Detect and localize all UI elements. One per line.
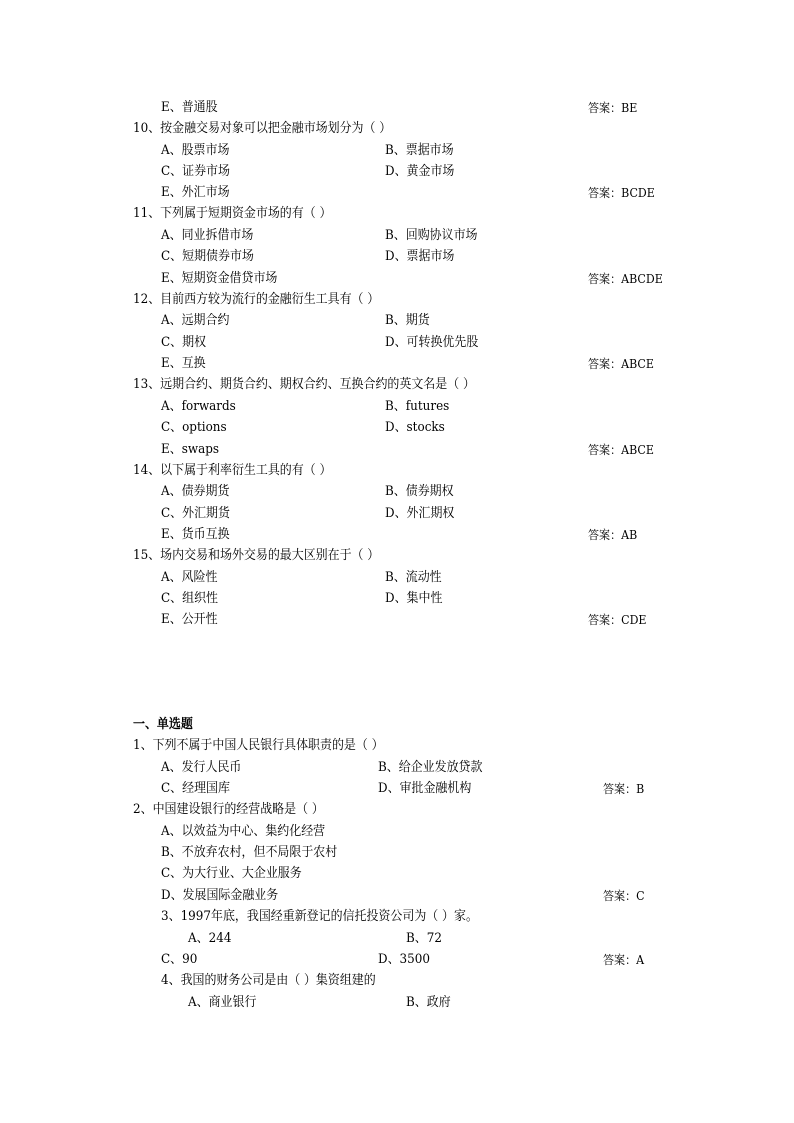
- q13-option-c: C、options: [161, 420, 227, 435]
- q12-option-c: C、期权: [161, 335, 207, 350]
- q11-option-c: C、短期债券市场: [161, 249, 254, 264]
- q12-stem: 12、目前西方较为流行的金融衍生工具有（ ）: [133, 292, 380, 307]
- s1-option-a: A、发行人民币: [161, 760, 242, 775]
- q9-option-e: E、普通股: [161, 100, 218, 115]
- s1-option-c: C、经理国库: [161, 781, 230, 796]
- q10-option-a: A、股票市场: [161, 143, 230, 158]
- q14-option-a: A、债券期货: [161, 484, 230, 499]
- q10-option-d: D、黄金市场: [385, 164, 455, 179]
- q10-stem: 10、按金融交易对象可以把金融市场划分为（ ）: [133, 121, 392, 136]
- q11-option-a: A、同业拆借市场: [161, 228, 254, 243]
- q12-option-b: B、期货: [385, 313, 430, 328]
- q11-stem: 11、下列属于短期资金市场的有（ ）: [133, 206, 332, 221]
- s1-option-b: B、给企业发放贷款: [378, 760, 483, 775]
- q14-option-e: E、货币互换: [161, 527, 230, 542]
- q10-option-c: C、证券市场: [161, 164, 230, 179]
- s1-option-d: D、审批金融机构: [378, 781, 472, 796]
- s1-answer: 答案：B: [603, 782, 645, 796]
- s2-stem: 2、中国建设银行的经营战略是（ ）: [133, 802, 324, 817]
- s3-option-c: C、90: [161, 952, 198, 967]
- q12-answer: 答案：ABCE: [588, 357, 654, 371]
- s2-option-d: D、发展国际金融业务: [161, 888, 279, 903]
- q13-answer: 答案：ABCE: [588, 443, 654, 457]
- q9-answer: 答案：BE: [588, 101, 638, 115]
- q13-option-b: B、futures: [385, 399, 450, 414]
- s2-answer: 答案：C: [603, 889, 645, 903]
- q14-option-d: D、外汇期权: [385, 506, 455, 521]
- s2-option-b: B、不放弃农村，但不局限于农村: [161, 845, 338, 860]
- q11-option-e: E、短期资金借贷市场: [161, 271, 278, 286]
- q15-option-c: C、组织性: [161, 591, 218, 606]
- s3-option-a: A、244: [188, 931, 232, 946]
- q15-option-d: D、集中性: [385, 591, 443, 606]
- q12-option-d: D、可转换优先股: [385, 335, 479, 350]
- q13-option-e: E、swaps: [161, 442, 220, 457]
- q15-option-b: B、流动性: [385, 570, 442, 585]
- q13-option-a: A、forwards: [161, 399, 236, 414]
- q14-option-c: C、外汇期货: [161, 506, 230, 521]
- s1-stem: 1、下列不属于中国人民银行具体职责的是（ ）: [133, 738, 384, 753]
- s3-option-d: D、3500: [378, 952, 430, 967]
- q12-option-e: E、互换: [161, 356, 206, 371]
- s4-option-b: B、政府: [406, 995, 451, 1010]
- q11-option-d: D、票据市场: [385, 249, 455, 264]
- q13-stem: 13、远期合约、期货合约、期权合约、互换合约的英文名是（ ）: [133, 377, 475, 392]
- q11-option-b: B、回购协议市场: [385, 228, 478, 243]
- q10-answer: 答案：BCDE: [588, 186, 655, 200]
- q10-option-b: B、票据市场: [385, 143, 454, 158]
- s4-stem: 4、我国的财务公司是由（ ）集资组建的: [161, 973, 376, 988]
- s2-option-c: C、为大行业、大企业服务: [161, 866, 302, 881]
- section-heading: 一、单选题: [133, 717, 193, 732]
- s3-option-b: B、72: [406, 931, 442, 946]
- q15-answer: 答案：CDE: [588, 613, 647, 627]
- q15-option-e: E、公开性: [161, 612, 218, 627]
- s2-option-a: A、以效益为中心、集约化经营: [161, 824, 326, 839]
- s3-answer: 答案：A: [603, 953, 645, 967]
- q15-stem: 15、场内交易和场外交易的最大区别在于（ ）: [133, 548, 380, 563]
- q13-option-d: D、stocks: [385, 420, 445, 435]
- q15-option-a: A、风险性: [161, 570, 218, 585]
- q14-option-b: B、债券期权: [385, 484, 454, 499]
- s3-stem: 3、1997年底，我国经重新登记的信托投资公司为（ ）家。: [161, 909, 478, 924]
- s4-option-a: A、商业银行: [188, 995, 257, 1010]
- q12-option-a: A、远期合约: [161, 313, 230, 328]
- q11-answer: 答案：ABCDE: [588, 272, 663, 286]
- q10-option-e: E、外汇市场: [161, 185, 230, 200]
- q14-answer: 答案：AB: [588, 528, 638, 542]
- q14-stem: 14、以下属于利率衍生工具的有（ ）: [133, 463, 332, 478]
